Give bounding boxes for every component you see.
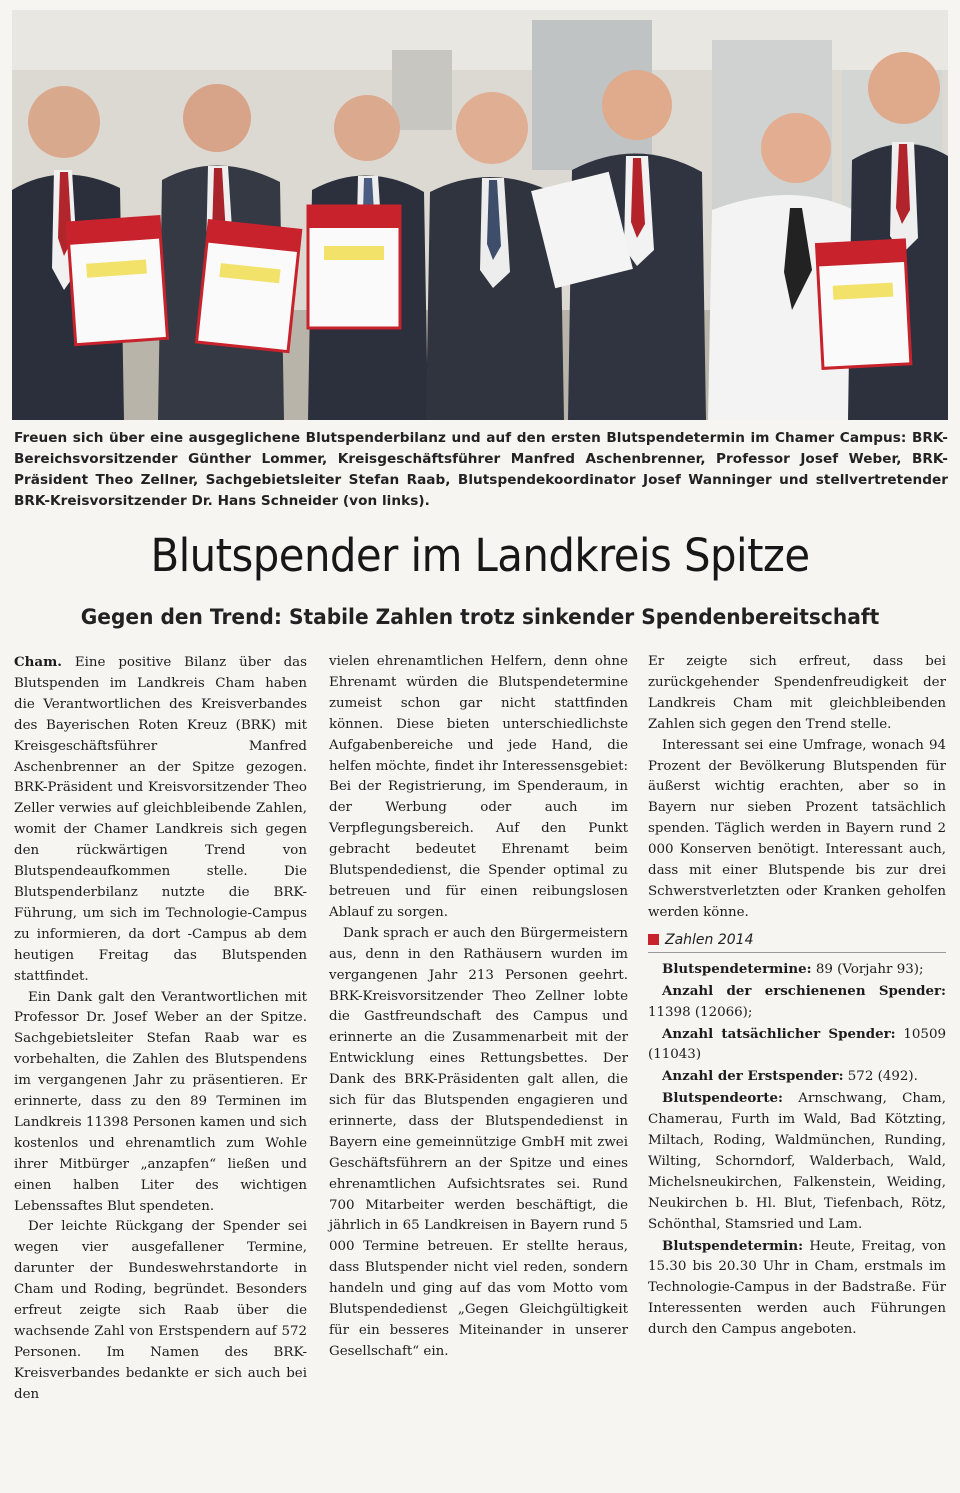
infobox-item: Blutspendetermin: Heute, Freitag, von 15.30 bis 20.30 Uhr in Cham, erstmals im Technologie-Campus in der Badstraße. Für Interessenten werden auch Führungen durch den Campus angeboten. <box>648 1237 946 1338</box>
photo-illustration <box>12 10 948 420</box>
article-paragraph-2: Ein Dank galt den Verantwortlichen mit Professor Dr. Josef Weber an der Spitze. Sachgebietsleiter Stefan Raab war es vorbehalten, die Zahlen des Blutspendens im vergangenen Jahr zu präsentieren. Er erinnerte, dass zu den 89 Terminen im Landkreis 11398 Personen kamen und sich kostenlos und ehrenamtlich zum Wohle ihrer Mitbürger „anzapfen“ ließen und einen halben Liter des wichtigen Lebenssaftes Blut spendeten. <box>14 989 307 1214</box>
article-paragraph-6: Er zeigte sich erfreut, dass bei zurückgehender Spendenfreudigkeit der Landkreis Cham mit gleichbleibenden Zahlen sich gegen den Trend stelle. <box>648 654 946 732</box>
article-paragraph-4: vielen ehrenamtlichen Helfern, denn ohne Ehrenamt würden die Blutspendetermine zumeist schon gar nicht stattfinden können. Diese bieten unterschiedlichste Aufgabenbereiche und jede Hand, die helfen möchte, findet ihr Interessensgebiet: Bei der Registrierung, im Spenderaum, in der Werbung oder auch im Verpflegungsbereich. Auf den Punkt gebracht bedeutet Ehrenamt beim Blutspendedienst, die Spender optimal zu betreuen und für einen reibungslosen Ablauf zu sorgen. <box>329 654 628 920</box>
article-paragraph-1: Cham. Eine positive Bilanz über das Blutspenden im Landkreis Cham haben die Verantwortlichen des Kreisverbandes des Bayerischen Roten Kreuz (BRK) mit Kreisgeschäftsführer Manfred Aschenbrenner an der Spitze gezogen. BRK-Präsident und Kreisvorsitzender Theo Zeller verwies auf gleichbleibende Zahlen, womit der Chamer Landkreis sich gegen den rückwärtigen Trend von Blutspendeaufkommen stelle. Die Blutspenderbilanz nutzte die BRK-Führung, um sich im Technologie-Campus zu informieren, da dort -Campus ab dem heutigen Freitag das Blutspenden stattfindet. <box>14 654 307 984</box>
photo-caption: Freuen sich über eine ausgeglichene Blutspenderbilanz und auf den ersten Blutspendetermin im Chamer Campus: BRK-Bereichsvorsitzender Günther Lommer, Kreisgeschäftsführer Manfred Aschenbrenner, Professor Josef Weber, BRK-Präsident Theo Zellner, Sachgebietsleiter Stefan Raab, Blutspendekoordinator Josef Wanninger und stellvertretender BRK-Kreisvorsitzender Dr. Hans Schneider (von links). <box>14 430 948 509</box>
infobox-item: Blutspendeorte: Arnschwang, Cham, Chamerau, Furth im Wald, Bad Kötzting, Miltach, Roding, Waldmünchen, Runding, Wilting, Schorndorf, Walderbach, Wald, Michelsneukirchen, Falkenstein, Weiding, Neukirchen b. Hl. Blut, Tiefenbach, Rötz, Schönthal, Stamsried und Lam. <box>648 1090 946 1232</box>
article-column-2 <box>329 652 628 1363</box>
article-paragraph-7: Interessant sei eine Umfrage, wonach 94 Prozent der Bevölkerung Blutspenden für äußerst wichtig erachten, aber so in Bayern nur sieben Prozent tatsächlich spenden. Täglich werden in Bayern rund 2 000 Konserven benötigt. Interessant auch, dass mit einer Blutspende bis zur drei Schwerstverletzten oder Kranken geholfen werden könne. <box>648 737 946 920</box>
article-column-3 <box>648 652 946 1341</box>
infobox-item: Anzahl der erschienenen Spender: 11398 (12066); <box>648 982 946 1020</box>
article-column-1 <box>14 652 307 1406</box>
subheadline: Gegen den Trend: Stabile Zahlen trotz sinkender Spendenbereitschaft <box>80 605 880 629</box>
article-paragraph-5: Dank sprach er auch den Bürgermeistern aus, denn in den Rathäusern wurden im vergangenen Jahr 213 Personen geehrt. BRK-Kreisvorsitzender Theo Zellner lobte die Gastfreundschaft des Campus und erinnerte an die Zusammenarbeit mit der Entwicklung eines Rettungsbettes. Der Dank des BRK-Präsidenten galt allen, die sich für das Blutspenden engagieren und erinnerte, dass der Blutspendedienst in Bayern eine gemeinnützige GmbH mit zwei Geschäftsführern an der Spitze und eines ehrenamtlichen Aufsichtsrates sei. Rund 700 Mitarbeiter werden beschäftigt, die jährlich in 65 Landkreisen in Bayern rund 5 000 Termine betreuen. Er stellte heraus, dass Blutspender nicht viel reden, sondern handeln und ging auf das vom Motto vom Blutspendedienst „Gegen Gleichgültigkeit für ein besseres Miteinander in unserer Gesellschaft“ ein. <box>329 925 628 1359</box>
infobox-title: Zahlen 2014 <box>648 930 946 953</box>
red-square-icon <box>648 934 659 945</box>
infobox-item: Anzahl der Erstspender: 572 (492). <box>662 1068 918 1085</box>
article-paragraph-3: Der leichte Rückgang der Spender sei wegen vier ausgefallener Termine, darunter der Bundeswehrstandorte in Cham und Roding, begründet. Besonders erfreut zeigte sich Raab über die wachsende Zahl von Erstspendern auf 572 Personen. Im Namen des BRK-Kreisverbandes bedankte er sich auch bei den <box>14 1219 307 1402</box>
infobox-item: Blutspendetermine: 89 (Vorjahr 93); <box>662 960 924 977</box>
group-photo <box>12 10 948 420</box>
dateline: Cham. <box>14 654 62 670</box>
infobox-item: Anzahl tatsächlicher Spender: 10509 (11043) <box>648 1025 946 1063</box>
headline: Blutspender im Landkreis Spitze <box>150 529 810 582</box>
